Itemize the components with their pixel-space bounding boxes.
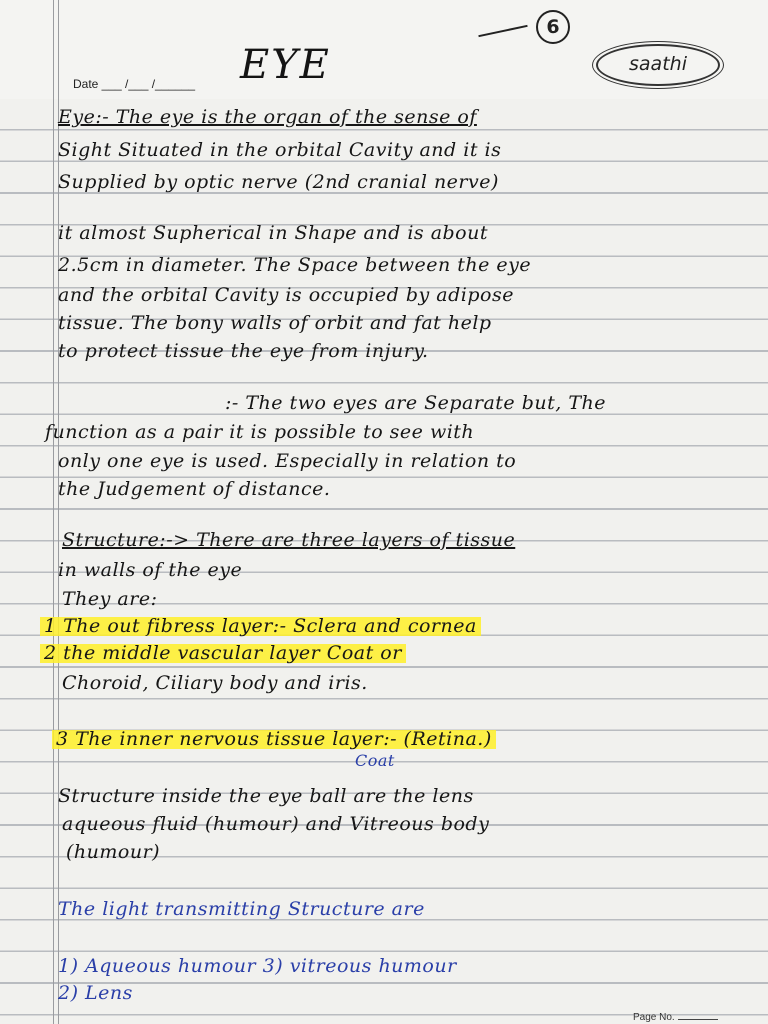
text-line: 2) Lens	[58, 982, 133, 1004]
page-heading: EYE	[240, 42, 331, 88]
text-line: aqueous fluid (humour) and Vitreous body	[62, 813, 490, 835]
text-line: The light transmitting Structure are	[58, 898, 425, 920]
highlighted-line: 1 The out fibress layer:- Sclera and cornea	[40, 617, 481, 636]
text-line: in walls of the eye	[58, 559, 243, 581]
text-line: and the orbital Cavity is occupied by adipose	[58, 284, 514, 306]
text-line: They are:	[62, 588, 158, 610]
text-line: Sight Situated in the orbital Cavity and it is	[58, 139, 502, 161]
page-number-label: Page No.	[633, 1012, 675, 1023]
text-line: only one eye is used. Especially in relation to	[58, 450, 517, 472]
text-line: function as a pair it is possible to see with	[45, 421, 475, 443]
text-line: Structure inside the eye ball are the lens	[58, 785, 474, 807]
text-line: (humour)	[66, 841, 161, 863]
highlighted-line: 2 the middle vascular layer Coat or	[40, 644, 406, 663]
margin-line	[53, 0, 54, 1024]
text-line: the Judgement of distance.	[58, 478, 331, 500]
text-line: tissue. The bony walls of orbit and fat help	[58, 312, 492, 334]
page-marker: 6	[536, 10, 570, 44]
text-line: Eye:- The eye is the organ of the sense of	[58, 106, 477, 128]
annotation-text: Coat	[355, 751, 395, 770]
text-line: Structure:-> There are three layers of tissue	[62, 529, 516, 551]
text-line: Supplied by optic nerve (2nd cranial nerve)	[58, 171, 499, 193]
text-line: to protect tissue the eye from injury.	[58, 340, 429, 362]
date-field: Date ___ /___ /______	[73, 77, 196, 91]
brand-logo: saathi	[596, 44, 720, 86]
text-line: :- The two eyes are Separate but, The	[225, 392, 606, 414]
page-number-field	[633, 1012, 718, 1023]
highlighted-line: 3 The inner nervous tissue layer:- (Retina.)	[52, 730, 496, 749]
text-line: Choroid, Ciliary body and iris.	[62, 672, 368, 694]
text-line: 1) Aqueous humour 3) vitreous humour	[58, 955, 457, 977]
text-line: it almost Supherical in Shape and is about	[58, 222, 488, 244]
text-line: 2.5cm in diameter. The Space between the eye	[58, 254, 532, 276]
page-number-box	[678, 1019, 718, 1020]
